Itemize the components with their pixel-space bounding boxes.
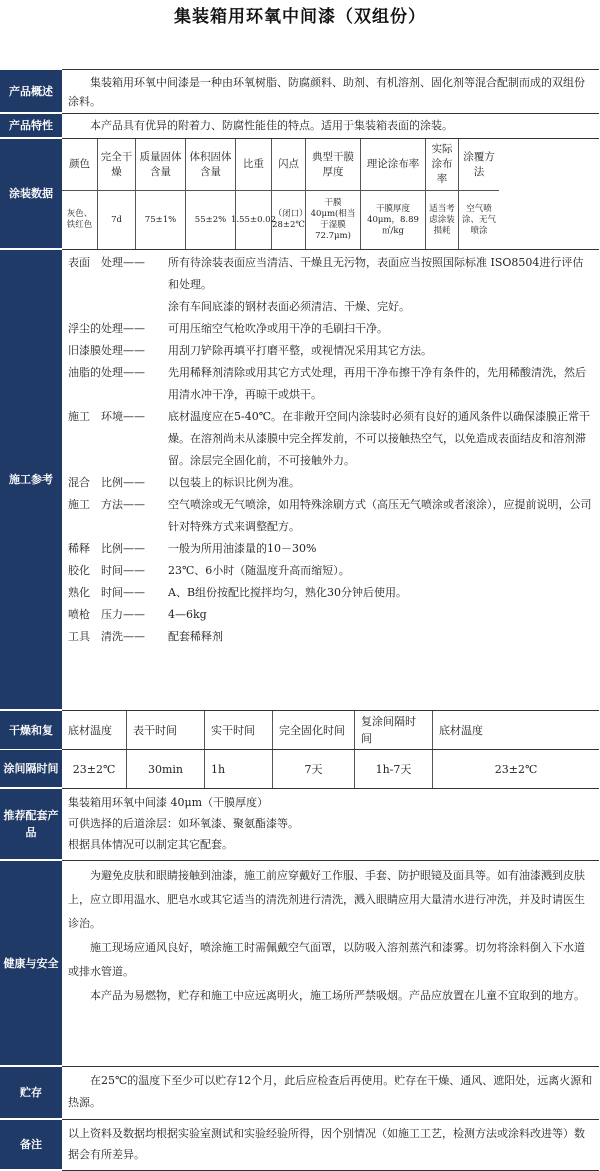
features-text: 本产品具有优异的附着力、防腐性能佳的特点。适用于集装箱表面的涂装。	[90, 119, 453, 132]
drying-header-substrate-temp: 底材温度	[62, 711, 127, 749]
construction-item-dilution: 稀释 比例—— 一般为所用油漆量的10－30%	[68, 542, 317, 555]
value-application-method: 空气喷涂、无气喷涂	[461, 203, 496, 236]
value-volume-solids: 55±2%	[186, 191, 236, 249]
remarks-text: 以上资料及数据均根据实验室测试和实验经验所得，因个别情况（如施工工艺，检测方法或涂料改进等）数据会有所差异。	[68, 1127, 585, 1161]
drying-value-recoat-interval: 1h-7天	[355, 750, 433, 788]
header-actual-coverage: 实际涂布率	[426, 139, 459, 191]
health-paragraph: 本产品为易燃物，贮存和施工中应远离明火，施工场所严禁吸烟。产品应放置在儿童不宜取到的地方。	[90, 989, 585, 1002]
construction-content	[62, 250, 599, 651]
drying-value-hard-dry: 1h	[205, 750, 273, 788]
value-dft: 干膜40μm(相当于湿膜72.7μm)	[306, 191, 361, 249]
drying-value-full-cure: 7天	[273, 750, 355, 788]
overview-row	[9, 70, 599, 114]
recommend-line: 可供选择的后道涂层：如环氧漆、聚氨酯漆等。	[68, 817, 299, 830]
remarks-label: 备注	[0, 1120, 62, 1170]
features-label: 产品特性	[0, 114, 62, 138]
coating-data-grid	[62, 139, 599, 249]
construction-item-tool-cleaning: 工具 清洗—— 配套稀释剂	[68, 630, 223, 643]
value-actual-coverage: 适当考虑涂装损耗	[426, 191, 459, 249]
header-volume-solids: 体积固体含量	[186, 139, 236, 191]
header-flash-point: 闪点	[272, 139, 306, 191]
value-full-dry: 7d	[98, 191, 136, 249]
drying-value-substrate-temp: 23±2℃	[62, 750, 127, 788]
drying-label-top: 干燥和复	[0, 711, 62, 749]
recommend-line: 集装箱用环氧中间漆 40μm（干膜厚度）	[68, 796, 269, 809]
value-theoretical-coverage: 干膜厚度40μm，8.89㎡/kg	[361, 191, 426, 249]
overview-text: 集装箱用环氧中间漆是一种由环氧树脂、防腐颜料、助剂、有机溶剂、固化剂等混合配制而成的双组份涂料。	[68, 76, 585, 108]
drying-header-full-cure: 完全固化时间	[273, 711, 355, 749]
health-label: 健康与安全	[0, 861, 62, 1066]
health-paragraph: 施工现场应通风良好，喷涂施工时需佩戴空气面罩，以防吸入溶剂蒸汽和漆雾。切勿将涂料倒入下水道或排水管道。	[68, 941, 585, 978]
drying-value-surface-dry: 30min	[127, 750, 205, 788]
header-application-method: 涂覆方法	[459, 139, 499, 191]
storage-row	[20, 1067, 599, 1120]
header-color: 颜色	[62, 139, 98, 191]
overview-label: 产品概述	[0, 70, 62, 113]
drying-header-recoat-interval: 复涂间隔时间	[355, 711, 433, 749]
header-theoretical-coverage: 理论涂布率	[361, 139, 426, 191]
header-specific-gravity: 比重	[236, 139, 272, 191]
value-specific-gravity: 1.55±0.02	[236, 191, 272, 249]
construction-item-surface-extra: 涂有车间底漆的钢材表面必须清洁、干燥、完好。	[168, 300, 410, 313]
construction-item-environment: 施工 环境—— 底材温度应在5-40℃。在非敞开空间内涂装时必须有良好的通风条件以确保漆膜正常干燥。在溶剂尚未从漆膜中完全挥发前，不可以接触热空气，以免造成表面结皮和溶剂滞留。涂层完全固化前，不可接触外力。	[68, 410, 591, 467]
drying-value-substrate-temp-2: 23±2℃	[494, 762, 538, 776]
page-title: 集装箱用环氧中间漆（双组份）	[174, 7, 426, 27]
construction-row	[9, 250, 599, 711]
health-row	[3, 861, 599, 1067]
drying-value-row	[3, 750, 599, 789]
recommend-line: 根据具体情况可以制定其它配套。	[68, 838, 233, 851]
storage-text: 在25℃的温度下至少可以贮存12个月，此后应检查后再使用。贮存在干燥、通风、遮阳处，远离火源和热源。	[68, 1074, 593, 1109]
drying-value-grid	[62, 750, 599, 788]
value-flash-point: （闭口）28±2℃	[272, 191, 306, 249]
construction-item-gel-time: 胶化 时间—— 23℃、6小时（随温度升高而缩短）。	[68, 564, 350, 577]
recommend-label: 推荐配套产品	[0, 789, 62, 860]
construction-item-dust: 浮尘的处理—— 可用压缩空气枪吹净或用干净的毛刷扫干净。	[68, 322, 388, 335]
drying-header-substrate-temp-2: 底材温度	[439, 723, 483, 737]
construction-item-grease: 油脂的处理—— 先用稀释剂清除或用其它方式处理，再用干净布擦干净有条件的，先用稀酸清洗，然后用清水冲干净，再晾干或烘干。	[68, 366, 586, 401]
construction-item-surface: 表面 处理—— 所有待涂装表面应当清洁、干燥且无污物，表面应当按照国际标准 ISO8504进行评估和处理。	[68, 256, 584, 291]
recommend-row	[3, 789, 599, 861]
construction-label: 施工参考	[0, 250, 62, 710]
construction-item-old-film: 旧漆膜处理—— 用刮刀铲除再填平打磨平整，或视情况采用其它方法。	[68, 344, 432, 357]
coating-data-label: 涂装数据	[0, 139, 62, 249]
recommend-content	[62, 789, 599, 858]
header-mass-solids: 质量固体含量	[136, 139, 186, 191]
value-mass-solids: 75±1%	[136, 191, 186, 249]
datasheet-table	[3, 69, 599, 1171]
drying-header-row	[9, 711, 599, 750]
construction-item-method: 施工 方法—— 空气喷涂或无气喷涂，如用特殊涂刷方式（高压无气喷涂或者滚涂），应提前说明，公司针对特殊方式来调整配方。	[68, 498, 592, 533]
health-content	[62, 861, 599, 1011]
drying-header-grid	[62, 711, 599, 749]
header-dft: 典型干膜厚度	[306, 139, 361, 191]
header-full-dry: 完全干燥	[98, 139, 136, 191]
drying-header-surface-dry: 表干时间	[127, 711, 205, 749]
remarks-row	[20, 1120, 599, 1171]
drying-header-hard-dry: 实干时间	[205, 711, 273, 749]
value-color: 灰色、铁红色	[62, 191, 98, 249]
construction-item-gun-pressure: 喷枪 压力—— 4—6kg	[68, 608, 207, 621]
construction-item-mix-ratio: 混合 比例—— 以包装上的标识比例为准。	[68, 476, 300, 489]
coating-data-row	[9, 139, 599, 250]
health-paragraph: 为避免皮肤和眼睛接触到油漆，施工前应穿戴好工作服、手套、防护眼镜及面具等。如有油漆溅到皮肤上，应立即用温水、肥皂水或其它适当的清洗剂进行清洗，溅入眼睛应用大量清水进行冲洗，并及时请医生诊治。	[68, 869, 585, 930]
storage-label: 贮存	[0, 1067, 62, 1119]
construction-item-induction: 熟化 时间—— A、B组份按配比搅拌均匀，熟化30分钟后使用。	[68, 586, 408, 599]
features-row	[9, 114, 599, 139]
drying-label-bottom: 涂间隔时间	[0, 750, 62, 788]
